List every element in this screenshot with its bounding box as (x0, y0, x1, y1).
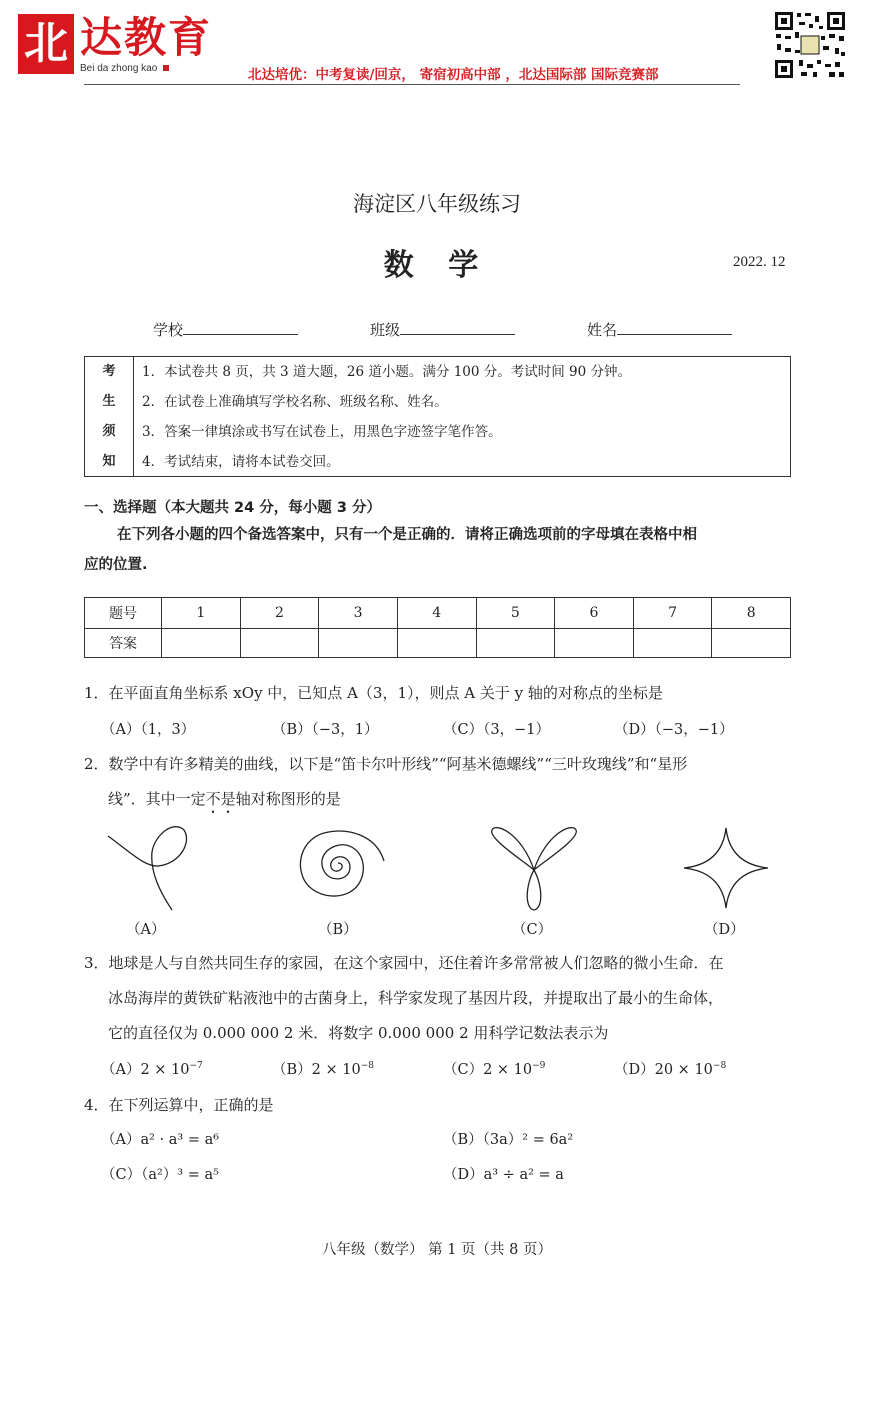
table-cell: 5 (476, 598, 555, 629)
q1-option-a: （A）（1，3） (101, 722, 196, 738)
q4-option-d: （D）a³ ÷ a² = a (443, 1167, 564, 1183)
table-cell: 7 (633, 598, 712, 629)
section-intro-line2: 应的位置. (84, 557, 148, 573)
name-field[interactable]: 姓名 (587, 319, 732, 340)
folium-curve-figure (100, 822, 200, 914)
exam-notice-box (84, 356, 791, 477)
question-4: 4．在下列运算中，正确的是 (84, 1096, 274, 1114)
q4-option-a: （A）a² · a³ = a⁶ (101, 1132, 220, 1148)
notice-label-char: 生 (102, 394, 116, 409)
q3-option-a: $(A)2 \times 10^{-7}$ (101, 1061, 203, 1078)
emphasis-text: 不是 (205, 790, 236, 808)
table-cell: 2 (240, 598, 319, 629)
question-1: 1．在平面直角坐标系 xOy 中，已知点 A（3，1），则点 A 关于 y 轴的对称点的坐标是 (84, 684, 663, 702)
notice-label-char: 须 (102, 424, 116, 439)
notice-item: 3．答案一律填涂或书写在试卷上，用黑色字迹签字笔作答。 (142, 424, 502, 440)
logo-text: 达教育 (80, 13, 213, 62)
answer-cell[interactable] (319, 629, 398, 658)
question-3-line2: 冰岛海岸的黄铁矿粘液池中的古菌身上，科学家发现了基因片段，并提取出了最小的生命体， (108, 989, 724, 1007)
school-field[interactable]: 学校 (153, 319, 298, 340)
q1-option-b: （B）（−3，1） (272, 722, 379, 738)
exam-title: 海淀区八年级练习 (353, 192, 521, 216)
table-header-cell: 题号 (85, 598, 162, 629)
question-3-line1: 3．地球是人与自然共同生存的家园，在这个家园中，还住着许多常常被人们忽略的微小生命．在 (84, 954, 724, 972)
header-slogan: 北达培优：中考复读/回京， 寄宿初高中部 ，北达国际部 国际竞赛部 (248, 67, 659, 83)
class-field[interactable]: 班级 (370, 319, 515, 340)
table-cell: 1 (162, 598, 241, 629)
subject-title: 数 学 (383, 248, 491, 283)
notice-label-char: 考 (102, 364, 116, 379)
answer-cell[interactable] (397, 629, 476, 658)
notice-item: 2．在试卷上准确填写学校名称、班级名称、姓名。 (142, 394, 448, 410)
notice-label-column (85, 357, 134, 476)
spiral-curve-figure (290, 825, 390, 907)
q3-option-b: $(B)2 \times 10^{-8}$ (272, 1061, 374, 1078)
q4-option-b: （B）（3a）² = 6a² (443, 1132, 574, 1148)
answer-cell[interactable] (162, 629, 241, 658)
q2-label-b: （B） (318, 922, 358, 938)
notice-items (142, 357, 631, 477)
answer-table (84, 597, 791, 658)
answer-cell[interactable] (555, 629, 634, 658)
q3-option-c: $(C)2 \times 10^{-9}$ (443, 1061, 546, 1078)
section-heading: 一、选择题（本大题共 24 分，每小题 3 分） (84, 500, 381, 516)
table-header-cell: 答案 (85, 629, 162, 658)
exam-date: 2022. 12 (733, 254, 786, 270)
notice-label-char: 知 (102, 454, 116, 469)
answer-cell[interactable] (712, 629, 791, 658)
q2-label-a: （A） (126, 922, 166, 938)
q2-label-c: （C） (512, 922, 553, 938)
logo-mark: 北 (18, 14, 74, 74)
question-2-line2: 线”．其中一定不是轴对称图形的是 (108, 790, 341, 808)
table-row (85, 629, 791, 658)
section-intro-line1: 在下列各小题的四个备选答案中，只有一个是正确的．请将正确选项前的字母填在表格中相 (117, 527, 697, 543)
header-divider (84, 84, 740, 85)
astroid-curve-figure (682, 826, 770, 910)
logo-subtitle: Bei da zhong kao (80, 63, 169, 74)
notice-item: 4．考试结束，请将本试卷交回。 (142, 454, 340, 470)
table-cell: 4 (397, 598, 476, 629)
question-2-line1: 2．数学中有许多精美的曲线，以下是“笛卡尔叶形线”“阿基米德螺线”“三叶玫瑰线”和“星形 (84, 755, 688, 773)
q1-option-d: （D）（−3，−1） (614, 722, 734, 738)
q1-option-c: （C）（3，−1） (443, 722, 550, 738)
table-row (85, 598, 791, 629)
answer-cell[interactable] (633, 629, 712, 658)
answer-cell[interactable] (476, 629, 555, 658)
answer-cell[interactable] (240, 629, 319, 658)
notice-item: 1．本试卷共 8 页，共 3 道大题，26 道小题。满分 100 分。考试时间 90 分钟。 (142, 364, 632, 380)
table-cell: 3 (319, 598, 398, 629)
three-leaf-rose-figure (486, 824, 582, 914)
table-cell: 8 (712, 598, 791, 629)
page-footer: 八年级（数学） 第 1 页（共 8 页） (322, 1242, 552, 1258)
qr-code-icon (773, 10, 847, 80)
question-3-line3: 它的直径仅为 0.000 000 2 米．将数字 0.000 000 2 用科学记数法表示为 (108, 1024, 609, 1042)
q4-option-c: （C）（a²）³ = a⁵ (101, 1167, 219, 1183)
q3-option-d: $(D)20 \times 10^{-8}$ (614, 1061, 727, 1078)
table-cell: 6 (555, 598, 634, 629)
q2-label-d: （D） (704, 922, 745, 938)
